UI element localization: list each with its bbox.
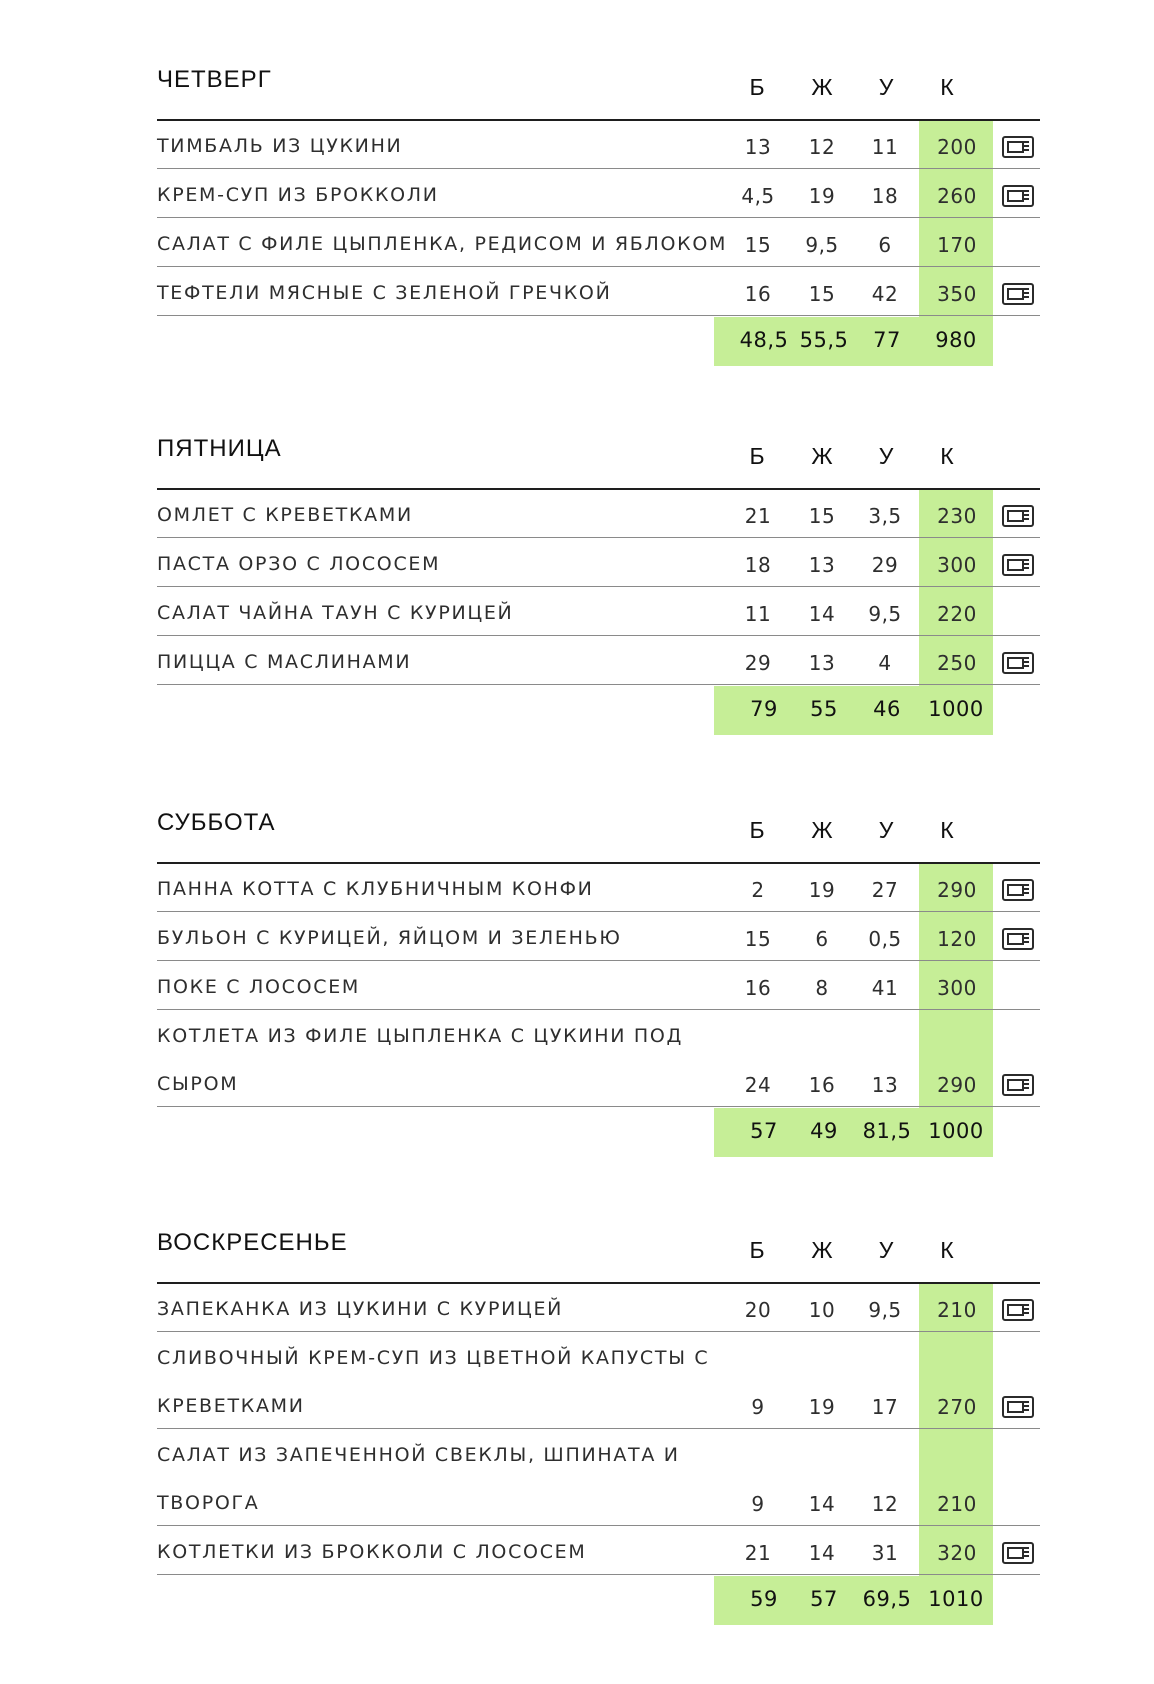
- row-divider: [157, 1525, 1040, 1526]
- dish-name: ПАСТА ОРЗО С ЛОСОСЕМ: [157, 553, 441, 575]
- header-rule: [157, 119, 1040, 121]
- total-zh: 49: [810, 1119, 838, 1143]
- calories-column-highlight: [919, 1284, 993, 1576]
- microwave-door: [1007, 288, 1024, 300]
- microwave-icon: [1002, 505, 1034, 527]
- value-zh: 10: [808, 1298, 836, 1322]
- row-divider: [157, 684, 1040, 685]
- column-header-zh: Ж: [811, 74, 833, 100]
- column-header-u: У: [878, 443, 894, 469]
- value-u: 27: [871, 878, 899, 902]
- row-divider: [157, 537, 1040, 538]
- column-header-zh: Ж: [811, 1237, 833, 1263]
- dish-name: ПАННА КОТТА С КЛУБНИЧНЫМ КОНФИ: [157, 878, 594, 900]
- value-k: 290: [937, 1073, 977, 1097]
- value-u: 42: [871, 282, 899, 306]
- column-header-b: Б: [749, 74, 765, 100]
- dish-name: ТВОРОГА: [157, 1492, 260, 1514]
- dish-name: КОТЛЕТКИ ИЗ БРОККОЛИ С ЛОСОСЕМ: [157, 1541, 587, 1563]
- value-b: 2: [751, 878, 765, 902]
- value-zh: 19: [808, 1395, 836, 1419]
- dish-name: ПОКЕ С ЛОСОСЕМ: [157, 976, 361, 998]
- row-divider: [157, 1428, 1040, 1429]
- value-u: 3,5: [868, 504, 902, 528]
- value-zh: 16: [808, 1073, 836, 1097]
- header-rule: [157, 488, 1040, 490]
- microwave-panel: [1024, 933, 1029, 945]
- value-u: 41: [871, 976, 899, 1000]
- value-b: 11: [744, 602, 772, 626]
- microwave-door: [1007, 1304, 1024, 1316]
- value-zh: 6: [815, 927, 829, 951]
- microwave-icon: [1002, 554, 1034, 576]
- value-b: 15: [744, 233, 772, 257]
- column-header-u: У: [878, 1237, 894, 1263]
- total-k: 980: [935, 328, 977, 352]
- column-header-k: К: [940, 817, 954, 843]
- microwave-panel: [1024, 1547, 1029, 1559]
- value-k: 260: [937, 184, 977, 208]
- total-k: 1000: [928, 697, 984, 721]
- row-divider: [157, 1574, 1040, 1575]
- value-k: 320: [937, 1541, 977, 1565]
- total-u: 81,5: [862, 1119, 912, 1143]
- row-divider: [157, 217, 1040, 218]
- row-divider: [157, 960, 1040, 961]
- day-title: ЧЕТВЕРГ: [157, 66, 272, 93]
- dish-name: САЛАТ ЧАЙНА ТАУН С КУРИЦЕЙ: [157, 602, 514, 624]
- microwave-door: [1007, 933, 1024, 945]
- value-zh: 9,5: [805, 233, 839, 257]
- value-zh: 13: [808, 651, 836, 675]
- row-divider: [157, 315, 1040, 316]
- microwave-icon: [1002, 879, 1034, 901]
- value-zh: 8: [815, 976, 829, 1000]
- dish-name: ЗАПЕКАНКА ИЗ ЦУКИНИ С КУРИЦЕЙ: [157, 1298, 564, 1320]
- column-header-u: У: [878, 817, 894, 843]
- total-u: 46: [873, 697, 901, 721]
- column-header-k: К: [940, 443, 954, 469]
- microwave-door: [1007, 510, 1024, 522]
- column-header-k: К: [940, 74, 954, 100]
- dish-name: ПИЦЦА С МАСЛИНАМИ: [157, 651, 412, 673]
- row-divider: [157, 1009, 1040, 1010]
- dish-name: БУЛЬОН С КУРИЦЕЙ, ЯЙЦОМ И ЗЕЛЕНЬЮ: [157, 927, 622, 949]
- row-divider: [157, 168, 1040, 169]
- value-b: 29: [744, 651, 772, 675]
- value-u: 31: [871, 1541, 899, 1565]
- value-u: 17: [871, 1395, 899, 1419]
- value-b: 18: [744, 553, 772, 577]
- microwave-door: [1007, 884, 1024, 896]
- microwave-icon: [1002, 136, 1034, 158]
- microwave-icon: [1002, 652, 1034, 674]
- value-k: 250: [937, 651, 977, 675]
- row-divider: [157, 911, 1040, 912]
- value-b: 15: [744, 927, 772, 951]
- microwave-icon: [1002, 928, 1034, 950]
- value-k: 230: [937, 504, 977, 528]
- value-zh: 19: [808, 184, 836, 208]
- microwave-door: [1007, 559, 1024, 571]
- dish-name: КОТЛЕТА ИЗ ФИЛЕ ЦЫПЛЕНКА С ЦУКИНИ ПОД: [157, 1025, 684, 1047]
- value-k: 350: [937, 282, 977, 306]
- value-b: 24: [744, 1073, 772, 1097]
- microwave-panel: [1024, 288, 1029, 300]
- value-k: 120: [937, 927, 977, 951]
- total-zh: 55: [810, 697, 838, 721]
- value-k: 290: [937, 878, 977, 902]
- total-b: 79: [750, 697, 778, 721]
- value-b: 16: [744, 282, 772, 306]
- value-u: 13: [871, 1073, 899, 1097]
- value-b: 9: [751, 1395, 765, 1419]
- row-divider: [157, 1106, 1040, 1107]
- total-u: 69,5: [862, 1587, 912, 1611]
- value-b: 13: [744, 135, 772, 159]
- value-zh: 15: [808, 282, 836, 306]
- column-header-zh: Ж: [811, 443, 833, 469]
- column-header-k: К: [940, 1237, 954, 1263]
- value-u: 29: [871, 553, 899, 577]
- value-zh: 14: [808, 1541, 836, 1565]
- header-rule: [157, 862, 1040, 864]
- total-b: 57: [750, 1119, 778, 1143]
- value-u: 0,5: [868, 927, 902, 951]
- row-divider: [157, 266, 1040, 267]
- column-header-b: Б: [749, 817, 765, 843]
- value-k: 220: [937, 602, 977, 626]
- microwave-door: [1007, 1547, 1024, 1559]
- day-title: СУББОТА: [157, 809, 276, 836]
- dish-name: СЫРОМ: [157, 1073, 239, 1095]
- dish-name: КРЕМ-СУП ИЗ БРОККОЛИ: [157, 184, 439, 206]
- microwave-icon: [1002, 1542, 1034, 1564]
- dish-name: ОМЛЕТ С КРЕВЕТКАМИ: [157, 504, 413, 526]
- value-u: 11: [871, 135, 899, 159]
- dish-name: САЛАТ ИЗ ЗАПЕЧЕННОЙ СВЕКЛЫ, ШПИНАТА И: [157, 1444, 680, 1466]
- total-b: 59: [750, 1587, 778, 1611]
- value-u: 9,5: [868, 602, 902, 626]
- microwave-door: [1007, 141, 1024, 153]
- dish-name: ТИМБАЛЬ ИЗ ЦУКИНИ: [157, 135, 403, 157]
- microwave-panel: [1024, 141, 1029, 153]
- value-zh: 19: [808, 878, 836, 902]
- total-zh: 55,5: [799, 328, 849, 352]
- microwave-panel: [1024, 190, 1029, 202]
- value-b: 16: [744, 976, 772, 1000]
- microwave-panel: [1024, 884, 1029, 896]
- microwave-panel: [1024, 1304, 1029, 1316]
- value-b: 4,5: [741, 184, 775, 208]
- microwave-icon: [1002, 1396, 1034, 1418]
- column-header-b: Б: [749, 1237, 765, 1263]
- value-k: 300: [937, 976, 977, 1000]
- value-k: 300: [937, 553, 977, 577]
- microwave-icon: [1002, 283, 1034, 305]
- microwave-door: [1007, 1079, 1024, 1091]
- value-k: 200: [937, 135, 977, 159]
- microwave-door: [1007, 190, 1024, 202]
- column-header-u: У: [878, 74, 894, 100]
- value-zh: 12: [808, 135, 836, 159]
- value-b: 9: [751, 1492, 765, 1516]
- total-k: 1000: [928, 1119, 984, 1143]
- microwave-door: [1007, 657, 1024, 669]
- microwave-icon: [1002, 1299, 1034, 1321]
- day-title: ПЯТНИЦА: [157, 435, 282, 462]
- row-divider: [157, 635, 1040, 636]
- value-zh: 15: [808, 504, 836, 528]
- value-k: 170: [937, 233, 977, 257]
- microwave-panel: [1024, 510, 1029, 522]
- value-zh: 14: [808, 1492, 836, 1516]
- microwave-panel: [1024, 1401, 1029, 1413]
- microwave-panel: [1024, 657, 1029, 669]
- value-u: 18: [871, 184, 899, 208]
- value-k: 210: [937, 1298, 977, 1322]
- value-zh: 14: [808, 602, 836, 626]
- header-rule: [157, 1282, 1040, 1284]
- value-u: 6: [878, 233, 892, 257]
- microwave-icon: [1002, 1074, 1034, 1096]
- value-b: 21: [744, 1541, 772, 1565]
- microwave-panel: [1024, 1079, 1029, 1091]
- value-u: 12: [871, 1492, 899, 1516]
- value-b: 20: [744, 1298, 772, 1322]
- value-zh: 13: [808, 553, 836, 577]
- total-zh: 57: [810, 1587, 838, 1611]
- value-k: 210: [937, 1492, 977, 1516]
- total-k: 1010: [928, 1587, 984, 1611]
- row-divider: [157, 1331, 1040, 1332]
- dish-name: САЛАТ С ФИЛЕ ЦЫПЛЕНКА, РЕДИСОМ И ЯБЛОКОМ: [157, 233, 728, 255]
- value-b: 21: [744, 504, 772, 528]
- column-header-b: Б: [749, 443, 765, 469]
- total-u: 77: [873, 328, 901, 352]
- dish-name: КРЕВЕТКАМИ: [157, 1395, 305, 1417]
- value-u: 4: [878, 651, 892, 675]
- microwave-panel: [1024, 559, 1029, 571]
- total-b: 48,5: [739, 328, 789, 352]
- value-k: 270: [937, 1395, 977, 1419]
- dish-name: ТЕФТЕЛИ МЯСНЫЕ С ЗЕЛЕНОЙ ГРЕЧКОЙ: [157, 282, 612, 304]
- dish-name: СЛИВОЧНЫЙ КРЕМ-СУП ИЗ ЦВЕТНОЙ КАПУСТЫ С: [157, 1347, 710, 1369]
- value-u: 9,5: [868, 1298, 902, 1322]
- microwave-door: [1007, 1401, 1024, 1413]
- row-divider: [157, 586, 1040, 587]
- column-header-zh: Ж: [811, 817, 833, 843]
- day-title: ВОСКРЕСЕНЬЕ: [157, 1229, 348, 1256]
- microwave-icon: [1002, 185, 1034, 207]
